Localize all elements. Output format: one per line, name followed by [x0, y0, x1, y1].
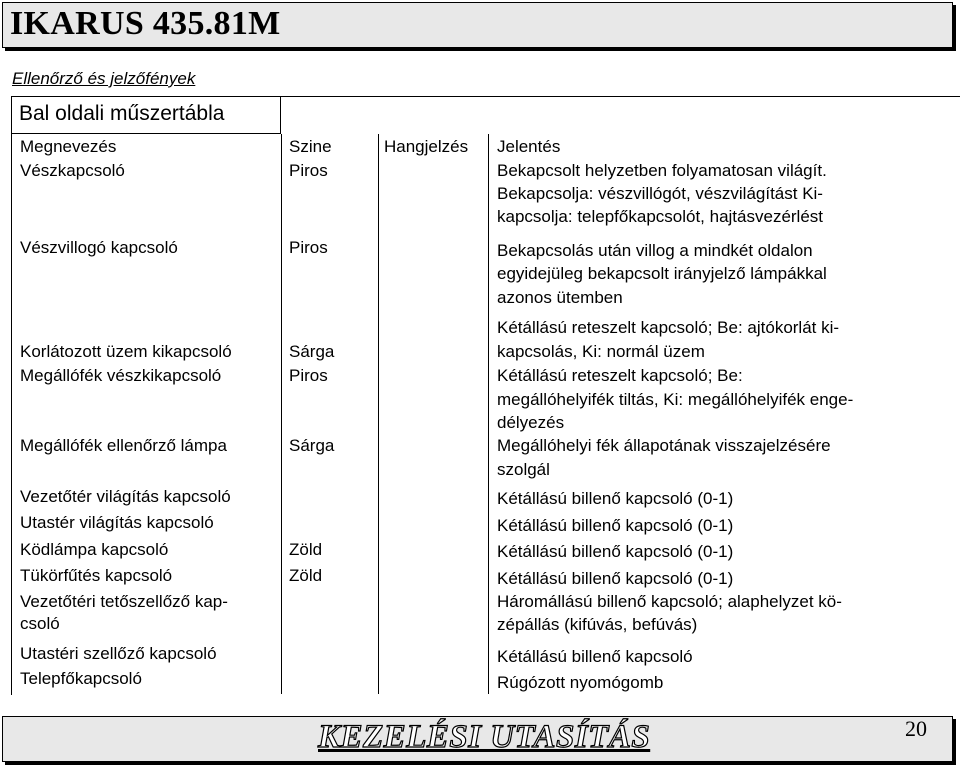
- row-meaning: Rúgózott nyomógomb: [497, 673, 664, 692]
- row-color: Zöld: [289, 540, 323, 559]
- row-meaning: Kétállású billenő kapcsoló: [497, 647, 693, 666]
- column-header-sound: Hangjelzés: [384, 137, 469, 156]
- row-meaning: Bekapcsolja: vészvillógót, vészvilágítást Ki-: [497, 184, 823, 203]
- row-meaning: délyezés: [497, 413, 565, 432]
- subsection-title: Bal oldali műszertábla: [19, 102, 225, 125]
- row-meaning: Kétállású reteszelt kapcsoló; Be: ajtókorlát ki-: [497, 318, 840, 337]
- row-meaning: szolgál: [497, 460, 550, 479]
- row-name: Utastéri szellőző kapcsoló: [20, 644, 217, 663]
- row-meaning: Kétállású reteszelt kapcsoló; Be:: [497, 366, 743, 385]
- row-name: Vezetőtér világítás kapcsoló: [20, 487, 231, 506]
- row-name: Vészvillogó kapcsoló: [20, 238, 178, 257]
- column-header-meaning: Jelentés: [497, 137, 561, 156]
- row-name: Ködlámpa kapcsoló: [20, 540, 169, 559]
- row-name-continued: csoló: [20, 614, 60, 633]
- row-color: Zöld: [289, 566, 323, 585]
- page-number: 20: [905, 716, 927, 741]
- row-meaning: Kétállású billenő kapcsoló (0-1): [497, 516, 734, 535]
- row-meaning: Bekapcsolás után villog a mindkét oldalon: [497, 241, 813, 260]
- row-meaning: Kétállású billenő kapcsoló (0-1): [497, 489, 734, 508]
- row-name: Utastér világítás kapcsoló: [20, 513, 214, 532]
- row-meaning: megállóhelyifék tiltás, Ki: megállóhelyifék enge-: [497, 390, 854, 409]
- row-meaning: Háromállású billenő kapcsoló; alaphelyzet kö-: [497, 592, 842, 611]
- row-color: Sárga: [289, 436, 335, 455]
- footer-title: KEZELÉSI UTASÍTÁS: [318, 719, 651, 755]
- column-divider: [378, 134, 379, 694]
- row-meaning: zépállás (kifúvás, befúvás): [497, 615, 698, 634]
- row-name: Megállófék vészkikapcsoló: [20, 366, 222, 385]
- column-header-name: Megnevezés: [20, 137, 117, 156]
- row-name: Vészkapcsoló: [20, 161, 125, 180]
- row-color: Piros: [289, 366, 328, 385]
- row-name: Vezetőtéri tetőszellőző kap-: [20, 592, 228, 611]
- row-name: Megállófék ellenőrző lámpa: [20, 436, 227, 455]
- page-title: IKARUS 435.81M: [10, 5, 281, 42]
- row-color: Piros: [289, 161, 328, 180]
- row-name: Telepfőkapcsoló: [20, 669, 142, 688]
- column-divider: [488, 134, 489, 694]
- row-meaning: Megállóhelyi fék állapotának visszajelzésére: [497, 436, 831, 455]
- row-meaning: kapcsolja: telepfőkapcsolót, hajtásvezérlést: [497, 207, 824, 226]
- row-color: Piros: [289, 238, 328, 257]
- row-meaning: kapcsolás, Ki: normál üzem: [497, 342, 705, 361]
- column-header-color: Szine: [289, 137, 332, 156]
- section-title: Ellenőrző és jelzőfények: [12, 69, 196, 88]
- column-divider: [281, 134, 282, 694]
- row-meaning: Bekapcsolt helyzetben folyamatosan világít.: [497, 161, 827, 180]
- row-meaning: egyidejüleg bekapcsolt irányjelző lámpákkal: [497, 264, 827, 283]
- row-name: Korlátozott üzem kikapcsoló: [20, 342, 232, 361]
- subsection-box: [11, 96, 281, 134]
- row-meaning: azonos ütemben: [497, 288, 623, 307]
- row-color: Sárga: [289, 342, 335, 361]
- row-meaning: Kétállású billenő kapcsoló (0-1): [497, 542, 734, 561]
- row-meaning: Kétállású billenő kapcsoló (0-1): [497, 569, 734, 588]
- row-name: Tükörfűtés kapcsoló: [20, 566, 173, 585]
